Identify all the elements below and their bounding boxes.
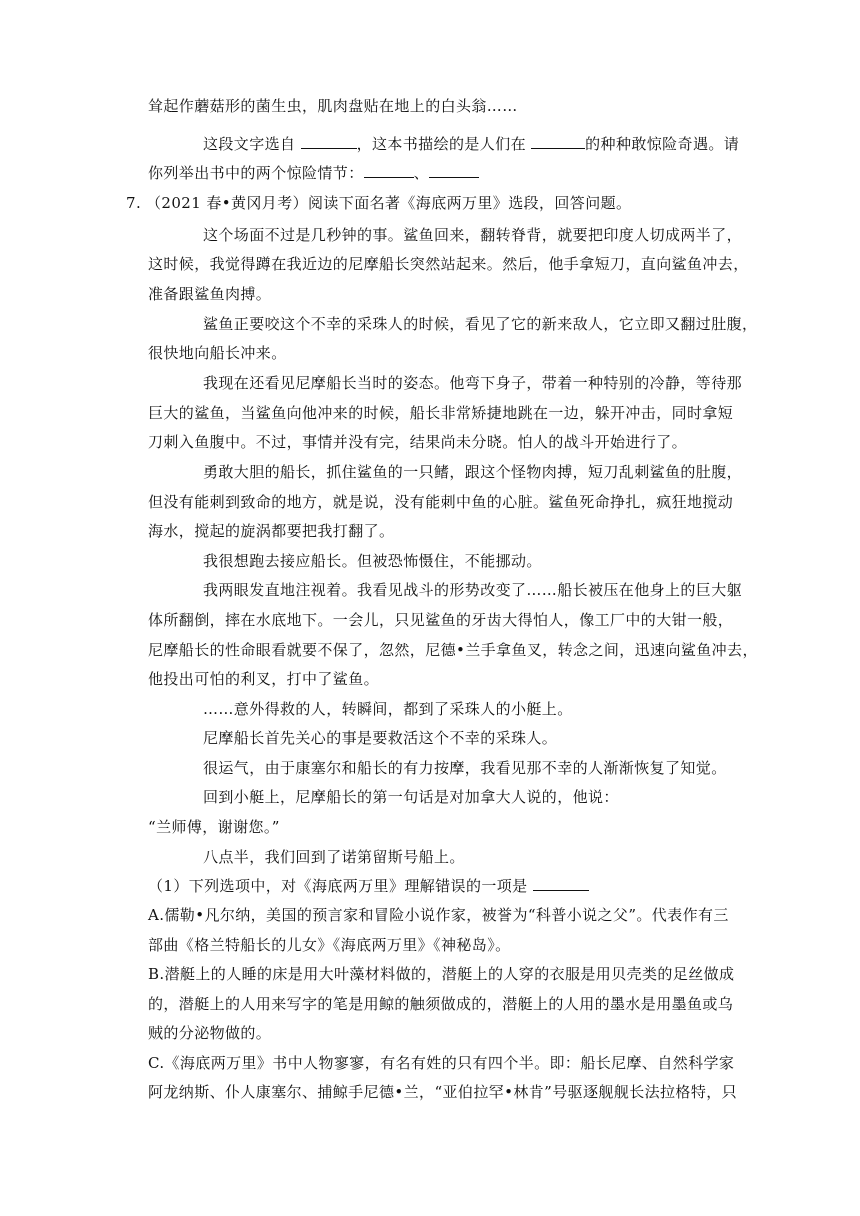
text-segment: 你列举出书中的两个惊险情节：	[148, 164, 364, 182]
option-a-line: 部曲《格兰特船长的儿女》《海底两万里》《神秘岛》。	[148, 936, 511, 954]
option-a-line: A.儒勒•凡尔纳，美国的预言家和冒险小说作家，被誉为“科普小说之父”。代表作有三	[148, 906, 729, 924]
passage-line: 很运气，由于康塞尔和船长的有力按摩，我看见那不幸的人渐渐恢复了知觉。	[203, 759, 727, 777]
sub-question-line	[148, 876, 589, 896]
question-line	[203, 134, 739, 154]
option-b-line: 贼的分泌物做的。	[148, 1024, 272, 1042]
option-b-line: 的，潜艇上的人用来写字的笔是用鲸的触须做成的，潜艇上的人用的墨水是用墨鱼或乌	[148, 995, 734, 1013]
text-segment: 这段文字选自	[203, 135, 296, 153]
option-c-line: C.《海底两万里》书中人物寥寥，有名有姓的只有四个半。即：船长尼摩、自然科学家	[148, 1054, 735, 1072]
answer-blank[interactable]	[533, 876, 589, 891]
passage-line: 很快地向船长冲来。	[148, 344, 287, 362]
text-segment: 、	[413, 164, 430, 182]
passage-line: 准备跟鲨鱼肉搏。	[148, 285, 272, 303]
option-c-line: 阿龙纳斯、仆人康塞尔、捕鲸手尼德•兰，“亚伯拉罕•林肯”号驱逐舰舰长法拉格特，只	[148, 1083, 738, 1101]
passage-line: 海水，搅起的旋涡都要把我打翻了。	[148, 522, 395, 540]
passage-line: 八点半，我们回到了诺第留斯号船上。	[203, 848, 465, 866]
passage-line: 回到小艇上，尼摩船长的第一句话是对加拿大人说的，他说：	[203, 788, 619, 806]
passage-line: 我现在还看见尼摩船长当时的姿态。他弯下身子，带着一种特别的冷静，等待那	[203, 374, 743, 392]
answer-blank[interactable]	[364, 163, 414, 178]
passage-line: “兰师傅，谢谢您。”	[148, 818, 280, 836]
question-line	[148, 163, 479, 183]
passage-line: 尼摩船长首先关心的事是要救活这个不幸的采珠人。	[203, 729, 558, 747]
question-header: （2021 春•黄冈月考）阅读下面名著《海底两万里》选段，回答问题。	[146, 194, 632, 212]
passage-line: 但没有能刺到致命的地方，就是说，没有能刺中鱼的心脏。鲨鱼死命挣扎，疯狂地搅动	[148, 493, 734, 511]
passage-line: 我很想跑去接应船长。但被恐怖慑住，不能挪动。	[203, 552, 542, 570]
passage-line: 这个场面不过是几秒钟的事。鲨鱼回来，翻转脊背，就要把印度人切成两半了，	[203, 226, 743, 244]
passage-line: 体所翻倒，摔在水底地下。一会儿，只见鲨鱼的牙齿大得怕人，像工厂中的大钳一般，	[148, 611, 734, 629]
text-line: 耸起作蘑菇形的菌生虫，肌肉盘贴在地上的白头翁……	[148, 97, 518, 115]
option-b-line: B.潜艇上的人睡的床是用大叶藻材料做的，潜艇上的人穿的衣服是用贝壳类的足丝做成	[148, 965, 735, 983]
question-number: 7.	[126, 194, 142, 212]
passage-line: 巨大的鲨鱼，当鲨鱼向他冲来的时候，船长非常矫捷地跳在一边，躲开冲击，同时拿短	[148, 404, 734, 422]
text-segment: 的种种敢惊险奇遇。请	[585, 135, 740, 153]
answer-blank[interactable]	[429, 163, 479, 178]
sub-question-stem: （1）下列选项中，对《海底两万里》理解错误的一项是	[148, 877, 528, 895]
passage-line: 这时候，我觉得蹲在我近边的尼摩船长突然站起来。然后，他手拿短刀，直向鲨鱼冲去，	[148, 255, 749, 273]
passage-line: 鲨鱼正要咬这个不幸的采珠人的时候，看见了它的新来敌人，它立即又翻过肚腹，	[203, 315, 758, 333]
passage-line: 尼摩船长的性命眼看就要不保了，忽然，尼德•兰手拿鱼叉，转念之间，迅速向鲨鱼冲去，	[148, 641, 758, 659]
passage-line: 刀刺入鱼腹中。不过，事情并没有完，结果尚未分晓。怕人的战斗开始进行了。	[148, 433, 688, 451]
passage-line: 我两眼发直地注视着。我看见战斗的形势改变了……船长被压在他身上的巨大躯	[203, 581, 743, 599]
answer-blank[interactable]	[531, 134, 585, 149]
passage-line: 他投出可怕的利叉，打中了鲨鱼。	[148, 670, 380, 688]
answer-blank[interactable]	[301, 134, 357, 149]
passage-line: 勇敢大胆的船长，抓住鲨鱼的一只鳍，跟这个怪物肉搏，短刀乱刺鲨鱼的肚腹，	[203, 463, 743, 481]
passage-line: ……意外得救的人，转瞬间，都到了采珠人的小艇上。	[203, 700, 573, 718]
text-segment: ，这本书描绘的是人们在	[356, 135, 526, 153]
